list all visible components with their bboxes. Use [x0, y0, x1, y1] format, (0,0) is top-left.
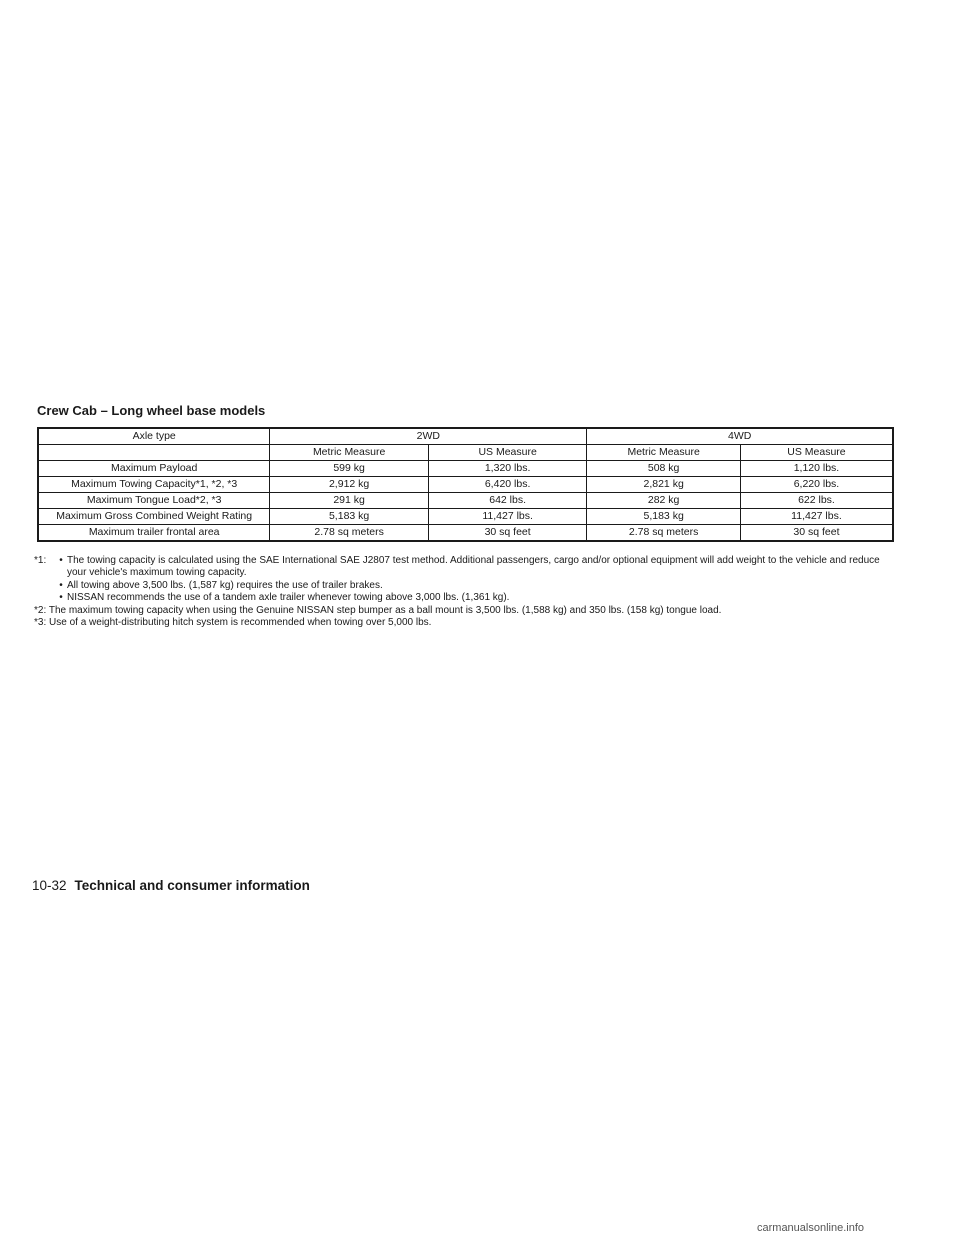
towing-spec-table	[37, 427, 894, 542]
subheader-cell: US Measure	[740, 445, 893, 461]
section-title: Crew Cab – Long wheel base models	[37, 403, 266, 418]
footnote-1-bullet: NISSAN recommends the use of a tandem axle trailer whenever towing above 3,000 lbs. (1,361 kg).	[67, 592, 510, 604]
table-row	[38, 509, 893, 525]
bullet-icon: •	[59, 592, 63, 604]
table-cell: 1,320 lbs.	[428, 461, 586, 477]
page-number: 10-32	[32, 878, 67, 893]
subheader-cell	[38, 445, 270, 461]
bullet-icon: •	[59, 555, 63, 566]
table-cell: 11,427 lbs.	[740, 509, 893, 525]
table-cell: Maximum trailer frontal area	[38, 525, 270, 542]
table-cell: 622 lbs.	[740, 493, 893, 509]
table-cell: 6,420 lbs.	[428, 477, 586, 493]
table-cell: 11,427 lbs.	[428, 509, 586, 525]
subheader-cell: US Measure	[428, 445, 586, 461]
table-row	[38, 493, 893, 509]
table-cell: 2.78 sq meters	[270, 525, 429, 542]
table-cell: 5,183 kg	[587, 509, 741, 525]
footnote-1	[34, 555, 896, 580]
table-cell: Maximum Towing Capacity*1, *2, *3	[38, 477, 270, 493]
table-cell: 508 kg	[587, 461, 741, 477]
table-header-row	[38, 428, 893, 445]
subheader-cell: Metric Measure	[587, 445, 741, 461]
table-cell: 642 lbs.	[428, 493, 586, 509]
page-footer	[32, 877, 310, 895]
header-2wd: 2WD	[270, 428, 587, 445]
table-cell: 282 kg	[587, 493, 741, 509]
table-cell: 30 sq feet	[428, 525, 586, 542]
table-row	[38, 477, 893, 493]
footnote-1-bullet: The towing capacity is calculated using the SAE International SAE J2807 test method. Additional passengers, cargo and/or optional equipment will add weight to the vehicle and reduce your vehicle's maximum towing capacity.	[67, 555, 880, 579]
footnote-1-bullet: All towing above 3,500 lbs. (1,587 kg) requires the use of trailer brakes.	[67, 579, 383, 591]
table-cell: 2,912 kg	[270, 477, 429, 493]
table-row	[38, 461, 893, 477]
header-axle-type: Axle type	[38, 428, 270, 445]
table-cell: Maximum Payload	[38, 461, 270, 477]
table-cell: Maximum Tongue Load*2, *3	[38, 493, 270, 509]
table-cell: 599 kg	[270, 461, 429, 477]
footnote-3: *3: Use of a weight-distributing hitch system is recommended when towing over 5,000 lbs.	[34, 617, 432, 629]
table-cell: Maximum Gross Combined Weight Rating	[38, 509, 270, 525]
footer-title: Technical and consumer information	[74, 878, 310, 893]
bullet-icon: •	[59, 579, 63, 591]
table-cell: 30 sq feet	[740, 525, 893, 542]
footnotes	[34, 555, 896, 629]
table-row	[38, 525, 893, 542]
footnote-2: *2: The maximum towing capacity when using the Genuine NISSAN step bumper as a ball mount is 3,500 lbs. (1,588 kg) and 350 lbs. (158 kg) tongue load.	[34, 604, 722, 616]
table-cell: 291 kg	[270, 493, 429, 509]
table-cell: 2,821 kg	[587, 477, 741, 493]
footnote-1-tag: *1:	[34, 555, 47, 566]
header-4wd: 4WD	[587, 428, 893, 445]
watermark: carmanualsonline.info	[757, 1222, 865, 1234]
table-cell: 5,183 kg	[270, 509, 429, 525]
table-cell: 6,220 lbs.	[740, 477, 893, 493]
table-cell: 1,120 lbs.	[740, 461, 893, 477]
subheader-cell: Metric Measure	[270, 445, 429, 461]
table-cell: 2.78 sq meters	[587, 525, 741, 542]
table-subheader-row	[38, 445, 893, 461]
